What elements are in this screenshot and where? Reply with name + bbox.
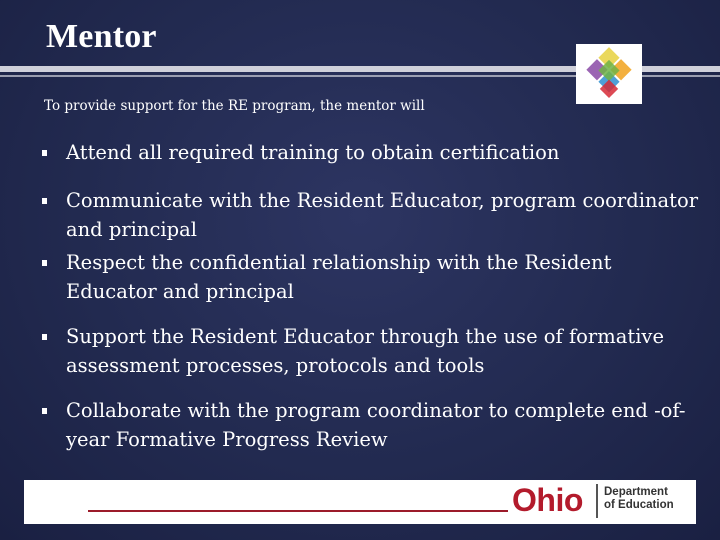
department-line-2: of Education [604,499,674,511]
list-item [42,248,702,306]
square-bullet-icon [42,150,47,156]
logo-divider [596,484,598,518]
intro-text: To provide support for the RE program, the mentor will [44,98,425,114]
square-bullet-icon [42,408,47,414]
list-item-text: Respect the confidential relationship with the Resident Educator and principal [66,251,612,303]
square-bullet-icon [42,260,47,266]
list-item-text: Attend all required training to obtain certification [66,141,560,164]
list-item [42,186,702,244]
slide-title: Mentor [46,18,157,55]
program-logo [576,44,642,104]
department-line-1: Department [604,486,668,498]
list-item-text: Collaborate with the program coordinator to complete end -of-year Formative Progress Review [66,399,686,451]
colorful-layered-squares-icon [576,44,642,104]
square-bullet-icon [42,334,47,340]
list-item-text: Communicate with the Resident Educator, program coordinator and principal [66,189,699,241]
square-bullet-icon [42,198,47,204]
ohio-logo: Ohio [512,482,583,518]
footer-red-line [88,510,508,512]
department-name [604,486,674,512]
list-item [42,396,702,454]
list-item-text: Support the Resident Educator through the use of formative assessment processes, protocols and tools [66,325,664,377]
list-item [42,322,702,380]
list-item [42,138,702,167]
footer-banner [24,480,696,524]
